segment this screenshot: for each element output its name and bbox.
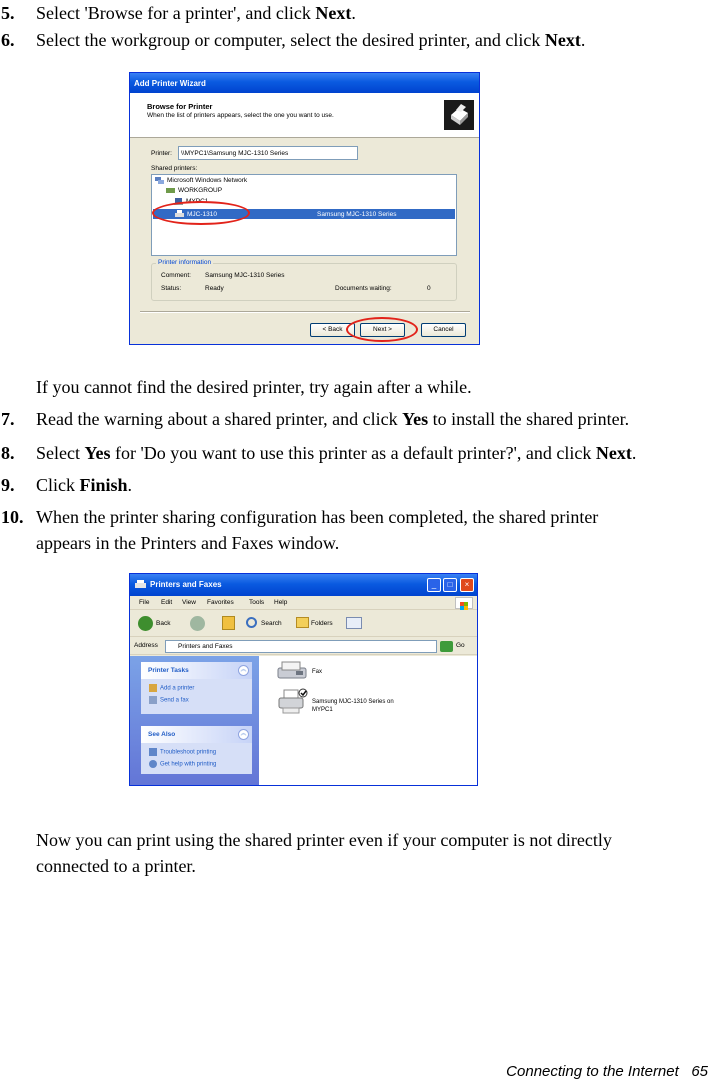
printer-label: Printer: (151, 150, 172, 157)
workgroup-icon (166, 187, 175, 194)
step-text-part: Select 'Browse for a printer', and click (36, 3, 316, 23)
search-icon[interactable] (246, 617, 257, 628)
fax-label[interactable]: Fax (312, 669, 323, 675)
step-text-part: . (351, 3, 356, 23)
address-label: Address (134, 642, 158, 649)
folders-icon[interactable] (296, 617, 309, 628)
go-arrow-icon[interactable] (440, 641, 453, 652)
step-text-part: . (631, 443, 637, 463)
views-icon[interactable] (346, 617, 362, 629)
page-footer (506, 1063, 708, 1080)
step-bold: Yes (402, 409, 429, 429)
wizard-header (130, 93, 479, 138)
address-bar (130, 637, 477, 655)
page-number: 65 (691, 1063, 708, 1080)
status-value: Ready (205, 285, 224, 292)
menu-favorites[interactable]: Favorites (207, 599, 234, 606)
closing-paragraph (36, 827, 708, 879)
address-value: Printers and Faxes (178, 643, 233, 650)
printers-and-faxes-screenshot (129, 573, 478, 786)
forward-arrow-icon[interactable] (190, 616, 205, 631)
address-input[interactable] (165, 640, 437, 653)
explorer-titlebar (130, 574, 477, 596)
add-printer-icon (149, 684, 157, 692)
step-text-part: Click (36, 475, 80, 495)
menu-bar (130, 596, 477, 610)
task-pane (130, 656, 259, 786)
wizard-header-subtitle: When the list of printers appears, select the one you want to use. (147, 112, 334, 119)
tree-node-label: MYPC1 (186, 198, 209, 206)
printer-highlight-circle (152, 201, 250, 225)
see-also-box (141, 726, 252, 774)
network-icon (155, 177, 164, 184)
menu-edit[interactable]: Edit (161, 599, 173, 606)
shared-printer-icon[interactable] (276, 688, 310, 716)
troubleshoot-printing-link[interactable] (149, 748, 216, 756)
wizard-header-title: Browse for Printer (147, 102, 213, 111)
printer-tasks-box (141, 662, 252, 714)
step-text (36, 0, 712, 26)
step-text-part: Select (36, 443, 85, 463)
shared-printer-label-line1[interactable]: Samsung MJC-1310 Series on (312, 699, 394, 705)
step-text (36, 27, 712, 53)
back-arrow-icon[interactable] (138, 616, 153, 631)
explorer-toolbar (130, 611, 477, 637)
tree-node-network[interactable] (155, 177, 247, 184)
go-label[interactable]: Go (456, 642, 465, 649)
help-icon (149, 748, 157, 756)
cancel-button[interactable]: Cancel (421, 323, 466, 337)
collapse-chevron-icon[interactable]: ︽ (238, 729, 249, 740)
folders-label[interactable]: Folders (311, 620, 333, 627)
step-10 (0, 504, 716, 556)
send-fax-icon (149, 696, 157, 704)
back-button[interactable]: < Back (310, 323, 355, 337)
help-icon (149, 760, 157, 768)
task-label: Add a printer (160, 685, 195, 692)
tree-node-workgroup[interactable] (166, 187, 222, 194)
menu-help[interactable]: Help (274, 599, 288, 606)
explorer-title: Printers and Faxes (150, 580, 222, 589)
step-text-part: Read the warning about a shared printer, and click (36, 409, 403, 429)
documents-waiting-value: 0 (427, 285, 431, 292)
printer-tasks-title: Printer Tasks (148, 667, 189, 674)
retry-note: If you cannot find the desired printer, try again after a while. (36, 377, 472, 397)
status-label: Status: (161, 285, 182, 292)
shared-printers-label: Shared printers: (151, 165, 198, 172)
step-number: 5. (1, 3, 15, 23)
selected-printer-comment: Samsung MJC-1310 Series (317, 211, 397, 218)
printer-path-input[interactable]: \\MYPC1\Samsung MJC-1310 Series (178, 146, 358, 160)
task-label: Troubleshoot printing (160, 749, 217, 756)
step-text (36, 440, 712, 466)
step-text (36, 472, 712, 498)
step-number: 6. (1, 30, 15, 50)
step-number: 8. (1, 443, 15, 463)
closing-line: Now you can print using the shared printer even if your computer is not directly (36, 830, 612, 850)
printer-wizard-icon (443, 99, 475, 131)
windows-logo-icon (455, 597, 473, 609)
step-bold: Finish (79, 475, 128, 495)
step-bold: Next (315, 3, 352, 23)
next-button[interactable]: Next > (360, 323, 405, 337)
fax-icon[interactable] (276, 660, 308, 680)
send-fax-task[interactable] (149, 696, 189, 704)
printer-folder-icon (135, 580, 146, 589)
step-text-part: to install the shared printer. (428, 409, 630, 429)
comment-value: Samsung MJC-1310 Series (205, 272, 285, 279)
explorer-content (130, 656, 477, 786)
closing-line: connected to a printer. (36, 856, 196, 876)
wizard-title: Add Printer Wizard (130, 73, 479, 93)
add-printer-task[interactable] (149, 684, 194, 692)
shared-printer-label-line2[interactable]: MYPC1 (312, 707, 333, 713)
see-also-header[interactable] (141, 726, 252, 743)
step-text-part: . (127, 475, 133, 495)
step-text (36, 406, 712, 432)
step-text-part: Select the workgroup or computer, select the desired printer, and click (36, 30, 545, 50)
footer-section-title: Connecting to the Internet (506, 1063, 679, 1080)
maximize-button[interactable]: □ (443, 578, 457, 592)
step-number: 10. (1, 507, 24, 527)
step-text-part: for 'Do you want to use this printer as a default printer?', and click (110, 443, 596, 463)
tree-node-label: Microsoft Windows Network (167, 177, 248, 185)
printer-tasks-header[interactable] (141, 662, 252, 679)
step-number: 7. (1, 409, 15, 429)
minimize-button[interactable]: _ (427, 578, 441, 592)
documents-waiting-label: Documents waiting: (335, 285, 392, 292)
printer-info-group (151, 263, 457, 301)
step-text-part: . (580, 30, 586, 50)
see-also-title: See Also (148, 731, 176, 738)
step-bold: Next (544, 30, 581, 50)
wizard-separator (140, 311, 470, 313)
menu-file[interactable]: File (139, 599, 150, 606)
tree-node-label: WORKGROUP (178, 187, 223, 195)
printer-info-legend: Printer information (158, 259, 212, 266)
step-number: 9. (1, 475, 15, 495)
add-printer-wizard-screenshot (129, 72, 480, 345)
help-printing-link[interactable] (149, 760, 216, 768)
collapse-chevron-icon[interactable]: ︽ (238, 665, 249, 676)
up-folder-icon[interactable] (222, 616, 235, 630)
comment-label: Comment: (161, 272, 191, 279)
selected-printer-name: MJC-1310 (187, 211, 217, 218)
close-button[interactable]: × (460, 578, 474, 592)
step-bold: Yes (84, 443, 111, 463)
step-text-line: When the printer sharing configuration has been completed, the shared printer (36, 507, 599, 527)
task-label: Send a fax (160, 697, 189, 704)
step-text-line: appears in the Printers and Faxes window. (36, 533, 340, 553)
next-highlight-circle (346, 317, 418, 342)
step-bold: Next (595, 443, 632, 463)
menu-tools[interactable]: Tools (249, 599, 265, 606)
back-label[interactable]: Back (156, 620, 171, 627)
task-label: Get help with printing (160, 761, 217, 768)
menu-view[interactable]: View (182, 599, 196, 606)
search-label[interactable]: Search (261, 620, 282, 627)
step-text (36, 504, 712, 556)
